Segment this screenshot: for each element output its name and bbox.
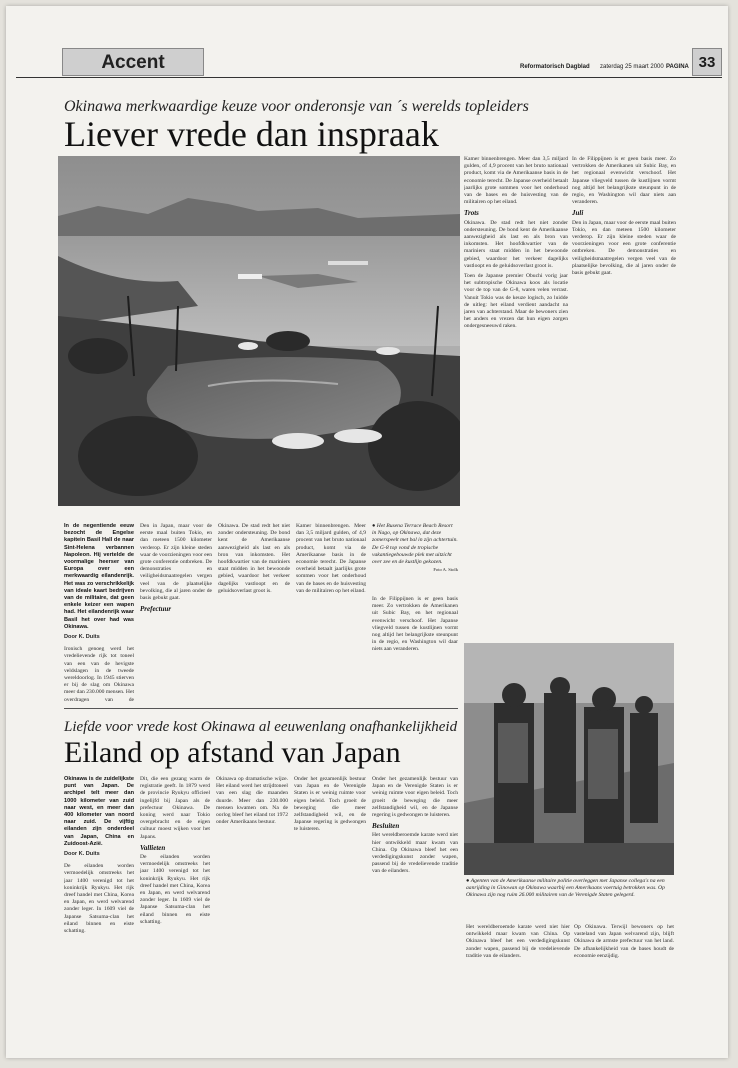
resort-photo bbox=[58, 156, 460, 506]
paper-name: Reformatorisch Dagblad bbox=[520, 64, 590, 70]
article2-col4-text2: Onder het gezamenlijk bestuur van Japan en de Verenigde Staten is er weinig ruimte voor eigen beleid. Toch groeit de beweging die meer zelfstandigheid wil, en de Japanse regering is gedwongen te luisteren. bbox=[372, 776, 458, 819]
article2-col7 bbox=[574, 924, 674, 1026]
article2-sub2: Besluiten bbox=[372, 822, 400, 831]
article1-col4-text: Okinawa. De stad redt het niet zonder ondersteuning. De bond kent de Amerikaanse aanwezigheid als last en als bron van inkomsten. Het hoofdkwartier van de mariniers staat midden in het bewoonde gebied, waardoor het verkeer dagelijks vastloopt en de geluidsoverlast groot is. bbox=[218, 523, 290, 594]
article1-right-col1-text2: Okinawa. De stad redt het niet zonder ondersteuning. De bond kent de Amerikaanse aanwezigheid als last en als bron van inkomsten. Het hoofdkwartier van de mariniers staat midden in het bewoonde gebied, waardoor het verkeer dagelijks vastloopt en de geluidsoverlast groot is. bbox=[464, 219, 568, 269]
article1-headline: Liever vrede dan inspraak bbox=[64, 114, 439, 154]
article2-col2-text: Dit, die een gezang warm de registratie geeft. In 1879 werd de provincie Ryukyu officieel ingelijfd bij Japan als de prefectuur Okinawa. De koning werd naar Tokio overgebracht en de eigen cultuur moest wijken voor het Japans. bbox=[140, 776, 210, 840]
article1-right-col1 bbox=[464, 156, 568, 634]
article2-col1 bbox=[64, 776, 134, 1026]
article1-caption-text: Het Busena Terrace Beach Resort in Nago, op Okinawa, dat deze zomerspeelt met bal in zijn achtertuin. De G-8 top vond de tropische vakantiegebouwde plek met uitzicht over zee en de kustlijn gekozen. bbox=[372, 523, 458, 566]
article2-col3-text: Okinawa op dramatische wijze. Het eiland werd het strijdtoneel van een slag die maanden duurde. Meer dan 230.000 mensen kwamen om. Na de oorlog bleef het eiland tot 1972 onder Amerikaans bestuur. bbox=[216, 776, 288, 826]
article1-lead: In de negentiende eeuw bezocht de Engelse kapitein Basil Hall de naar Sint-Helena verbannen Napoleon. Hij vertelde de voormalige heerser van Europa over een merkwaardig eilandenrijk. Het was zo verschrikkelijk van ideale kaart bedrijven van de militaire, dat geen enkele keizer een wapen had. Het eilandenrijk waar Basil het over had was Okinawa. bbox=[64, 523, 134, 630]
article2-lead: Okinawa is de zuidelijkste punt van Japan. De archipel telt meer dan 1000 kilometer van zuid naar west, en meer dan 400 kilometer van noord naar zuid. De vijftig eilanden zijn onderdeel van Japan, China en Zuidoost-Azië. bbox=[64, 776, 134, 847]
article2-col1-text: De eilanden worden vermoedelijk omstreeks het jaar 1400 verenigd tot het koninkrijk Ryukyu. Het rijk dreef handel met China, Korea en Japan, en werd welvarend zonder leger. In 1609 viel de Japanse Satsuma-clan het eiland binnen en eiste schatting. bbox=[64, 863, 134, 935]
pagina-label: PAGINA bbox=[666, 64, 689, 70]
article2-col4 bbox=[294, 776, 366, 1026]
article2-col3 bbox=[216, 776, 288, 1026]
article1-col3-text: Den in Japan, maar voor de eerste maal buiten Tokio, en dan meteen 1500 kilometer verderop. Er zijn kleine steden waar de voorzieningen voor een grote conferentie ontbreken. De demonstraties en veiligheidsmaatregelen vergen veel van de plaatselijke bevolking, die al jaren onder de basis gebukt gaat. bbox=[140, 523, 212, 602]
article2-headline: Eiland op afstand van Japan bbox=[64, 736, 401, 769]
page-number-box bbox=[692, 48, 722, 76]
article1-sub3: Trots bbox=[464, 209, 479, 218]
article1-col5 bbox=[372, 596, 458, 703]
issue-date: zaterdag 25 maart 2000 bbox=[600, 64, 664, 70]
article2-caption-text: Agenten van de Amerikaanse militaire politie overleggen met Japanse collega's na een aanrijding in Ginowan op Okinawa waarbij een Amerikaans voertuig betrokken was. Op Okinawa zijn nog ruim 26.000 militairen van de Verenigde Staten gelegerd. bbox=[466, 878, 665, 899]
caption-bullet: ● bbox=[372, 523, 376, 529]
article1-byline: Door K. Duits bbox=[64, 634, 100, 641]
section-divider bbox=[64, 708, 458, 709]
article1-col1 bbox=[64, 523, 134, 703]
article1-col1-text: Ironisch genoeg werd het vredelievende rijk tot toneel van een van de hevigste veldslagen in de tweede wereldoorlog. In 1945 stierven er bij de slag om Okinawa meer dan 230.000 mensen. Het overdragen van de bbox=[64, 646, 134, 703]
page-number: 33 bbox=[698, 54, 716, 71]
article2-photo-caption bbox=[466, 878, 674, 918]
section-tab bbox=[62, 48, 204, 76]
article1-right-col2-text2: Den in Japan, maar voor de eerste maal buiten Tokio, en dan meteen 1500 kilometer verderop. Er zijn kleine steden waar de voorzieningen voor een grote conferentie ontbreken. De demonstraties en veiligheidsmaatregelen vergen veel van de plaatselijke bevolking, die al jaren onder de basis gebukt gaat. bbox=[572, 219, 676, 277]
article2-byline: Door K. Duits bbox=[64, 851, 100, 858]
resort-photo-image bbox=[58, 156, 460, 506]
article2-col2-text2: De eilanden worden vermoedelijk omstreeks het jaar 1400 verenigd tot het koninkrijk Ryukyu. Het rijk dreef handel met China, Korea en Japan, en werd welvarend zonder leger. In 1609 viel de Japanse Satsuma-clan het eiland binnen en eiste schatting. bbox=[140, 854, 210, 925]
article1-col4 bbox=[296, 523, 366, 703]
article2-kicker: Liefde voor vrede kost Okinawa al eeuwenlang onafhankelijkheid bbox=[64, 719, 458, 735]
article1-col2 bbox=[140, 523, 212, 703]
article1-photo-caption bbox=[372, 523, 458, 593]
article2-col6-text: Op Okinawa. Terwijl bewoners op het vasteland van Japan welvarend zijn, blijft Okinawa de armste prefectuur van het land. De afhankelijkheid van de bases houdt de economie eenzijdig. bbox=[574, 924, 674, 959]
article1-sub2: Prefectuur bbox=[140, 605, 172, 614]
masthead bbox=[16, 44, 722, 78]
article1-photo-credit: Foto A. Stolk bbox=[433, 567, 458, 573]
article1-right-col2 bbox=[572, 156, 676, 634]
article2-col6 bbox=[466, 924, 570, 1026]
article2-col5 bbox=[372, 776, 458, 1026]
article2-col2 bbox=[140, 776, 210, 1026]
article2-col5-text: Het wereldberoemde karate werd niet hier ontwikkeld maar kwam van China. Op Okinawa bleef het een verdedigingskunst zonder wapen, passend bij de vredelievende traditie van de eilanders. bbox=[372, 832, 458, 875]
newspaper-page bbox=[6, 6, 728, 1058]
article1-col3 bbox=[218, 523, 290, 703]
section-title: Accent bbox=[101, 52, 165, 73]
article1-col6-text: In de Filippijnen is er geen basis meer. Zo vertrokken de Amerikanen uit Subic Bay, en het regionaal evenwicht verschoof. Het Japanse vliegveld tussen de kustlijnen vormt nog altijd het belangrijkste steunpunt in de regio, en Washington wil daar niets aan veranderen. bbox=[372, 596, 458, 653]
article1-sub4: Juli bbox=[572, 209, 584, 218]
caption-bullet-2: ● bbox=[466, 878, 470, 884]
article2-sub1: Vallieten bbox=[140, 843, 166, 852]
article2-col5-text2: Het wereldberoemde karate werd niet hier ontwikkeld maar kwam van China. Op Okinawa bleef het een verdedigingskunst zonder wapen, passend bij de vredelievende traditie van de eilanders. bbox=[466, 924, 570, 959]
police-photo bbox=[464, 643, 674, 875]
article1-kicker: Okinawa merkwaardige keuze voor onderonsje van ´s werelds topleiders bbox=[64, 98, 529, 115]
article1-right-col1-text: Kamer binnenbrengen. Meer dan 3,5 miljard gulden, of 4,9 procent van het bruto nationaal product, komt via de Amerikaanse basis in de economie terecht. De Japanse overheid betaalt jaarlijks grote sommen voor het onderhoud van de bases en de huisvesting van de militairen op het eiland. bbox=[464, 156, 568, 206]
article1-col5-text: Kamer binnenbrengen. Meer dan 3,5 miljard gulden, of 4,9 procent van het bruto nationaal product, komt via de Amerikaanse basis in de economie terecht. De Japanse overheid betaalt jaarlijks grote sommen voor het onderhoud van de bases en de huisvesting van de militairen op het eiland. bbox=[296, 523, 366, 594]
article2-col4-text: Onder het gezamenlijk bestuur van Japan en de Verenigde Staten is er weinig ruimte voor eigen beleid. Toch groeit de beweging die meer zelfstandigheid wil, en de Japanse regering is gedwongen te luisteren. bbox=[294, 776, 366, 833]
police-photo-image bbox=[464, 643, 674, 875]
article1-right-col2-text: In de Filippijnen is er geen basis meer. Zo vertrokken de Amerikanen uit Subic Bay, en het regionaal evenwicht verschoof. Het Japanse vliegveld tussen de kustlijnen vormt nog altijd het belangrijkste steunpunt in de regio, en Washington wil daar niets aan veranderen. bbox=[572, 156, 676, 206]
article1-right-col1-text3: Toen de Japanse premier Obuchi vorig jaar het subtropische Okinawa koos als locatie voor de top van de G-8, waren velen verrast. Vanuit Tokio was de keuze logisch, zo luidde de uitleg: het eiland verdient aandacht na jaren van achterstand. Maar de bewoners zien het anders en vrezen dat hun eigen zorgen ondergesneeuwd raken. bbox=[464, 273, 568, 330]
